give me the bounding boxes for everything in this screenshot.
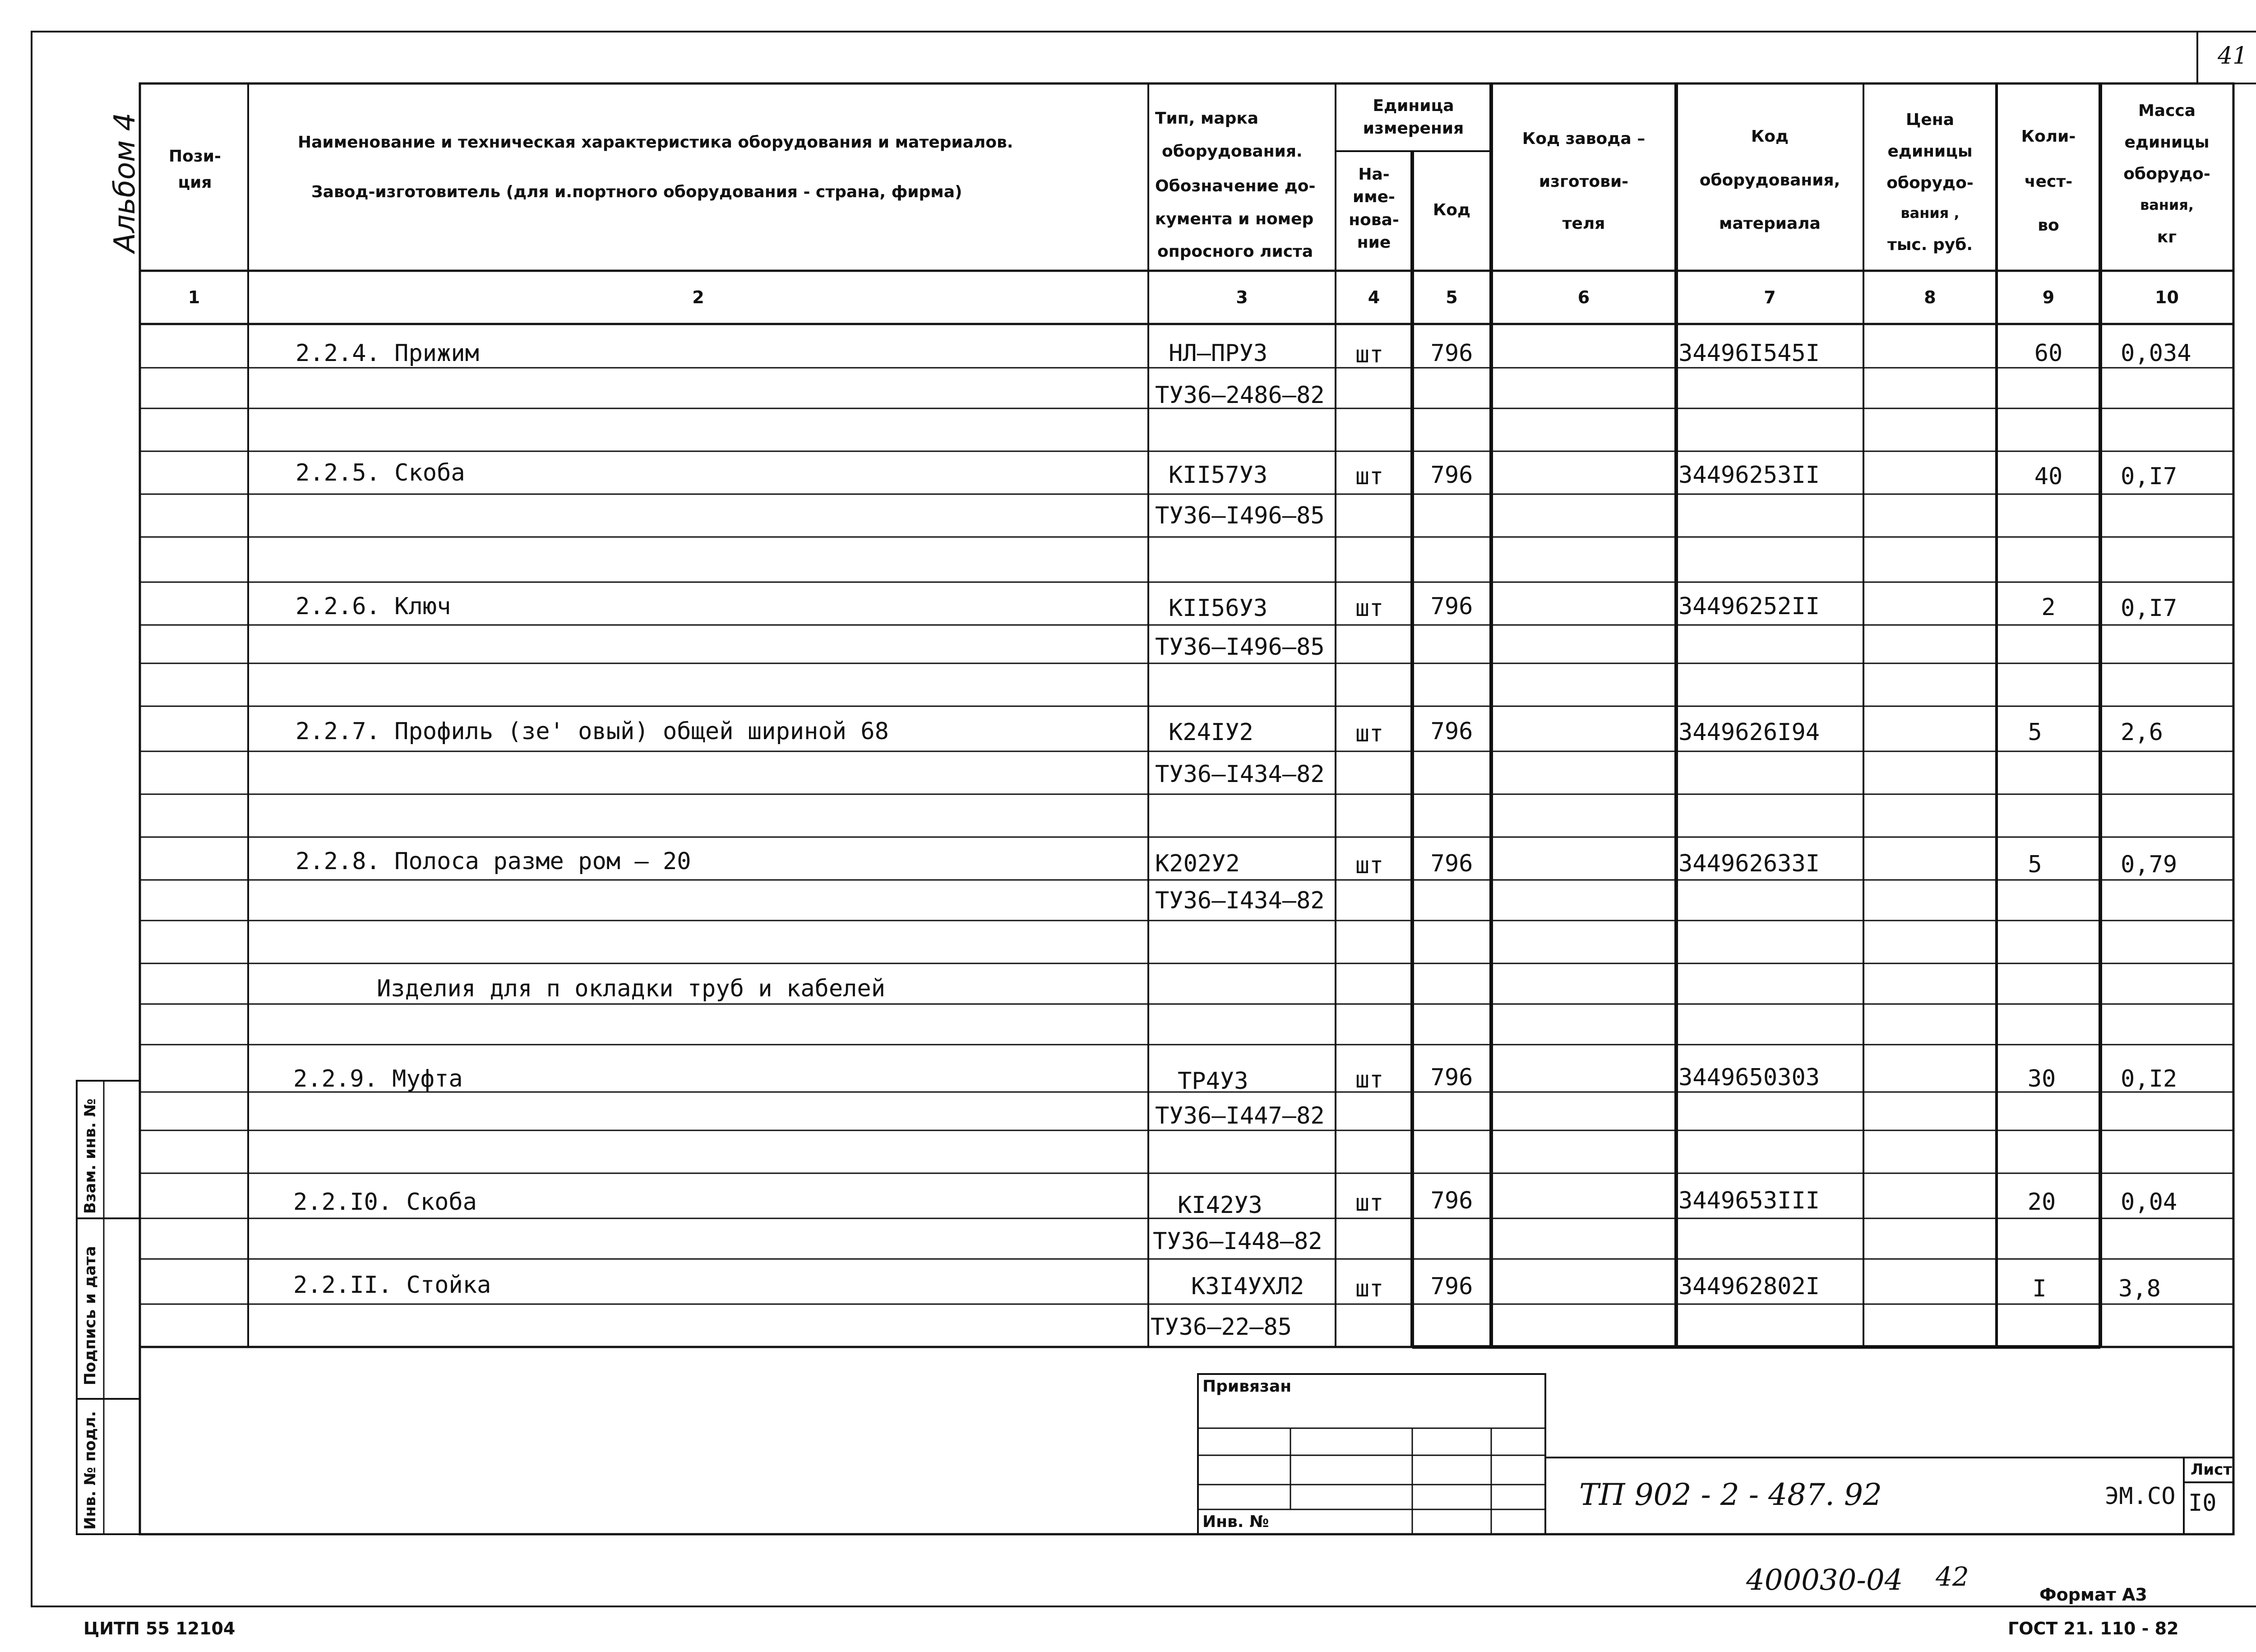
row-name: 2.2.I0. Скоба <box>293 1189 477 1216</box>
row-qty: I <box>2032 1275 2047 1302</box>
row-code: 796 <box>1430 1187 1473 1214</box>
row-name: 2.2.8. Полоса разме ром – 20 <box>296 848 691 875</box>
row-unit: шт <box>1355 1066 1384 1093</box>
row-code: 796 <box>1430 340 1473 367</box>
header-mass-3: оборудо- <box>2123 165 2210 183</box>
row-doc: ТУ36–I496–85 <box>1155 634 1325 661</box>
album-label: Альбом 4 <box>108 112 142 253</box>
row-mass: 0,04 <box>2121 1189 2177 1216</box>
colnum-6: 6 <box>1577 287 1590 307</box>
header-type-3: Обозначение до- <box>1155 177 1316 195</box>
header-unit: Единица измерения <box>1363 97 1464 138</box>
row-equip-code: 3449653III <box>1678 1187 1820 1214</box>
colnum-10: 10 <box>2155 287 2179 307</box>
row-equip-code: 3449650303 <box>1678 1064 1820 1091</box>
row-type: НЛ–ПРУЗ <box>1169 340 1268 367</box>
row-doc: ТУ36–22–85 <box>1151 1314 1292 1341</box>
colnum-7: 7 <box>1764 287 1776 307</box>
row-type: КII57УЗ <box>1169 462 1268 489</box>
colnum-5: 5 <box>1446 287 1458 307</box>
row-unit: шт <box>1355 1189 1384 1217</box>
row-doc: ТУ36–I434–82 <box>1155 887 1325 914</box>
header-unit-name: На- име- нова- ние <box>1349 165 1399 252</box>
header-mass-2: единицы <box>2124 133 2210 152</box>
row-name: 2.2.6. Ключ <box>296 593 451 620</box>
colnum-4: 4 <box>1368 287 1380 307</box>
row-type: КI42УЗ <box>1178 1192 1262 1219</box>
row-type: ТР4УЗ <box>1178 1068 1248 1095</box>
row-doc: ТУ36–I447–82 <box>1155 1102 1325 1129</box>
row-unit: шт <box>1355 595 1384 622</box>
header-name-line1: Наименование и техническая характеристика оборудования и материалов. <box>298 133 1013 152</box>
row-type: К24IУ2 <box>1169 719 1253 746</box>
row-code: 796 <box>1430 462 1473 489</box>
header-mass-1: Масса <box>2138 102 2196 120</box>
row-doc: ТУ36–I448–82 <box>1153 1228 1322 1255</box>
row-equip-code: 3449626I94 <box>1678 719 1820 746</box>
row-type: КЗI4УХЛ2 <box>1191 1273 1304 1300</box>
stamp-sheet-value: I0 <box>2188 1490 2217 1517</box>
row-unit: шт <box>1355 1275 1384 1302</box>
row-name: 2.2.5. Скоба <box>296 459 465 486</box>
footer-citp: ЦИТП 55 12104 <box>83 1619 236 1638</box>
header-equip-code-2: оборудования, <box>1699 171 1840 190</box>
header-price-1: Цена <box>1906 111 1954 129</box>
row-code: 796 <box>1430 718 1473 745</box>
stamp-designation: ТП 902 - 2 - 487. 92 <box>1579 1477 1882 1512</box>
row-name: 2.2.9. Муфта <box>293 1065 463 1092</box>
row-mass: 2,6 <box>2121 719 2163 746</box>
footer-handwritten-code: 400030-04 <box>1746 1564 1903 1597</box>
row-name: 2.2.4. Прижим <box>296 340 479 367</box>
row-mass: 0,034 <box>2121 340 2191 367</box>
row-type: КII56УЗ <box>1169 595 1268 622</box>
row-name: 2.2.II. Стойка <box>293 1272 491 1299</box>
header-equip-code-3: материала <box>1719 214 1821 233</box>
row-qty: 5 <box>2028 851 2042 878</box>
header-price-4: вания , <box>1900 204 1960 222</box>
privyazan-stamp <box>1198 1374 1545 1534</box>
row-qty: 40 <box>2034 463 2063 490</box>
header-unit-code: Код <box>1433 201 1471 219</box>
header-type-1: Тип, марка <box>1155 109 1259 128</box>
row-qty: 30 <box>2027 1065 2056 1092</box>
row-mass: 0,79 <box>2121 851 2177 878</box>
footer-format: Формат А3 <box>2039 1585 2147 1605</box>
header-plant-1: Код завода – <box>1522 130 1646 148</box>
stamp-replace-inv: Взам. инв. № <box>81 1098 99 1214</box>
row-unit: шт <box>1355 852 1384 879</box>
header-price-3: оборудо- <box>1886 174 1974 192</box>
row-qty: 5 <box>2028 719 2042 746</box>
header-price-5: тыс. руб. <box>1887 236 1973 254</box>
row-mass: 0,I2 <box>2121 1065 2177 1092</box>
header-type-4: кумента и номер <box>1155 210 1314 228</box>
row-mass: 3,8 <box>2118 1275 2161 1302</box>
row-equip-code: 34496I545I <box>1678 340 1820 367</box>
row-name: 2.2.7. Профиль (зе' овый) общей шириной 68 <box>296 718 889 745</box>
row-doc: ТУ36–I434–82 <box>1155 761 1325 788</box>
header-name-line2: Завод-изготовитель (для и.портного оборудования - страна, фирма) <box>311 183 962 201</box>
row-qty: 60 <box>2034 340 2063 367</box>
row-equip-code: 34496252II <box>1678 593 1820 620</box>
colnum-1: 1 <box>188 287 200 307</box>
row-qty: 20 <box>2027 1189 2056 1216</box>
header-type-5: опросного листа <box>1157 242 1313 261</box>
stamp-signature-date: Подпись и дата <box>81 1246 99 1385</box>
header-mass-4: вания, <box>2140 196 2194 213</box>
row-unit: шт <box>1355 463 1384 490</box>
header-qty-1: Коли- <box>2021 127 2076 146</box>
header-qty-3: во <box>2038 216 2059 235</box>
stamp-orig-inv: Инв. № подл. <box>81 1411 99 1530</box>
outer-frame <box>32 32 2256 1606</box>
header-equip-code-1: Код <box>1751 127 1789 146</box>
stamp-sheet-label: Лист <box>2191 1461 2232 1479</box>
colnum-2: 2 <box>692 287 704 307</box>
stamp-suffix: ЭМ.СО <box>2105 1483 2176 1510</box>
row-equip-code: 344962633I <box>1678 850 1820 877</box>
stamp-inv-no: Инв. № <box>1202 1513 1269 1531</box>
row-code: 796 <box>1430 1064 1473 1091</box>
header-mass-5: кг <box>2157 228 2177 246</box>
header-type-2: оборудования. <box>1162 142 1303 161</box>
section-heading: Изделия для п окладки труб и кабелей <box>377 975 886 1002</box>
header-price-2: единицы <box>1887 142 1973 161</box>
row-qty: 2 <box>2041 594 2056 621</box>
row-code: 796 <box>1430 593 1473 620</box>
row-code: 796 <box>1430 850 1473 877</box>
row-doc: ТУ36–2486–82 <box>1155 382 1325 409</box>
colnum-9: 9 <box>2042 287 2055 307</box>
row-unit: шт <box>1355 720 1384 747</box>
footer-handwritten-num: 42 <box>1936 1561 1969 1592</box>
stamp-privyazan: Привязан <box>1202 1377 1292 1396</box>
page-number: 41 <box>2218 42 2248 69</box>
colnum-3: 3 <box>1236 287 1248 307</box>
row-mass: 0,I7 <box>2121 463 2177 490</box>
header-position: Пози- ция <box>169 147 221 192</box>
header-qty-2: чест- <box>2024 172 2073 191</box>
colnum-8: 8 <box>1924 287 1936 307</box>
row-unit: шт <box>1355 341 1384 368</box>
row-type: К202У2 <box>1155 850 1240 877</box>
row-code: 796 <box>1430 1273 1473 1300</box>
header-plant-2: изготови- <box>1539 172 1629 191</box>
header-plant-3: теля <box>1562 214 1605 233</box>
row-mass: 0,I7 <box>2121 595 2177 622</box>
row-equip-code: 344962802I <box>1678 1273 1820 1300</box>
row-equip-code: 34496253II <box>1678 462 1820 489</box>
footer-gost: ГОСТ 21. 110 - 82 <box>2008 1619 2179 1638</box>
row-doc: ТУ36–I496–85 <box>1155 502 1325 529</box>
